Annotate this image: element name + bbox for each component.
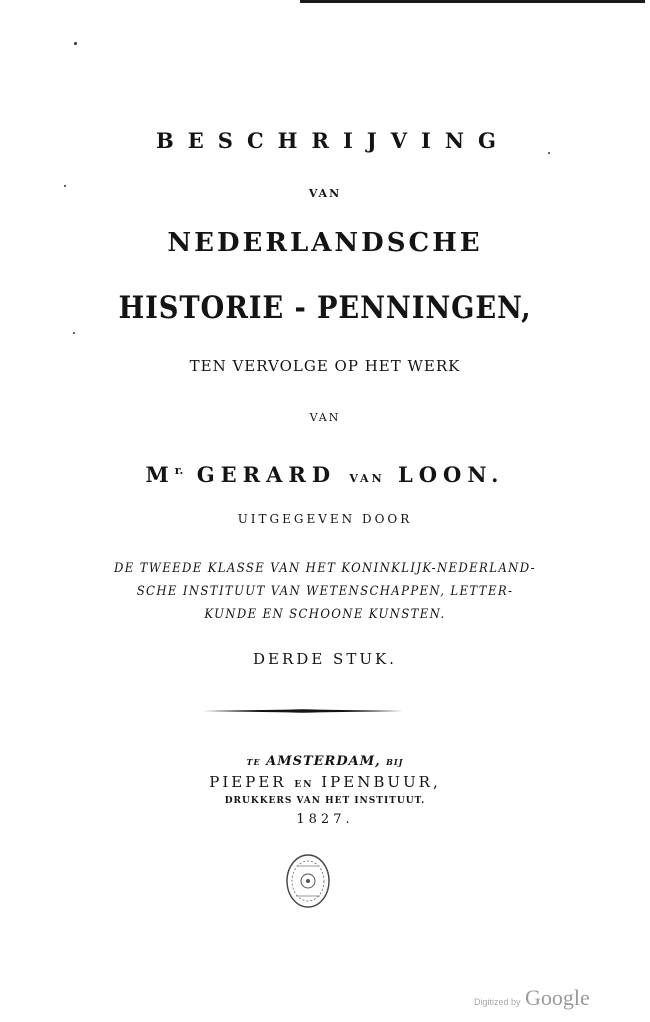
digitized-watermark bbox=[474, 985, 590, 1011]
publisher-en: EN bbox=[294, 780, 314, 790]
title-line-3: HISTORIE - PENNINGEN, bbox=[118, 290, 532, 326]
title-line-1: BESCHRIJVING bbox=[156, 128, 510, 153]
institution-line-3: KUNDE EN SCHOONE KUNSTEN. bbox=[204, 607, 446, 622]
ornamental-rule bbox=[203, 709, 403, 712]
author-line bbox=[0, 462, 650, 487]
scan-speck bbox=[73, 332, 75, 334]
imprint-publisher bbox=[0, 773, 650, 791]
imprint-city: AMSTERDAM, bbox=[266, 754, 381, 769]
title-connector-van: VAN bbox=[308, 187, 342, 200]
scan-speck bbox=[64, 185, 66, 187]
google-logo: Google bbox=[524, 985, 590, 1010]
library-stamp-icon bbox=[284, 852, 332, 910]
imprint-year: 1827. bbox=[296, 812, 354, 827]
institution-line-2: SCHE INSTITUUT VAN WETENSCHAPPEN, LETTER- bbox=[136, 584, 514, 599]
subtitle: TEN VERVOLGE OP HET WERK bbox=[189, 357, 461, 375]
scan-edge-rule bbox=[300, 0, 645, 3]
imprint-te: TE bbox=[246, 757, 261, 767]
institution-line-1: DE TWEEDE KLASSE VAN HET KONINKLIJK-NEDERLAND- bbox=[114, 561, 536, 576]
imprint-printers: DRUKKERS VAN HET INSTITUUT. bbox=[224, 796, 426, 806]
digitized-by-label: Digitized by bbox=[474, 997, 521, 1007]
author-particle: VAN bbox=[349, 472, 385, 485]
title-line-2: NEDERLANDSCHE bbox=[167, 228, 483, 258]
scan-speck bbox=[74, 42, 77, 45]
publisher-a: PIEPER bbox=[209, 773, 287, 791]
imprint-bij: BIJ bbox=[386, 757, 404, 767]
scan-speck bbox=[548, 152, 550, 154]
publisher-b: IPENBUUR, bbox=[321, 773, 441, 791]
imprint-place bbox=[0, 754, 650, 769]
author-last-name: LOON. bbox=[397, 462, 505, 487]
published-by: UITGEGEVEN DOOR bbox=[237, 512, 413, 526]
author-connector-van: VAN bbox=[309, 411, 341, 424]
part-number: DERDE STUK. bbox=[253, 650, 397, 668]
author-prefix: $M^{r.}$ bbox=[145, 462, 184, 487]
author-first-name: GERARD bbox=[196, 462, 337, 487]
